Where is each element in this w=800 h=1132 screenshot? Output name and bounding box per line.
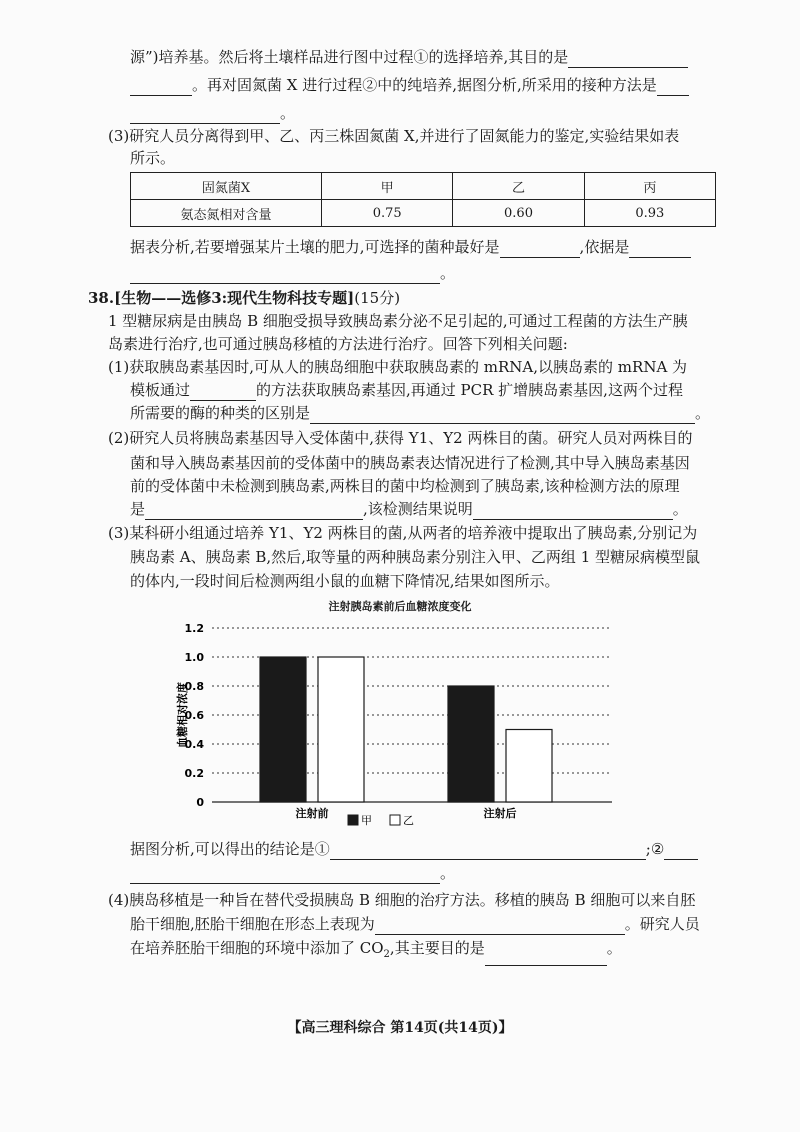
q38-part2-line4 <box>130 498 688 520</box>
q37-line1 <box>130 46 688 68</box>
q38-text: ,其主要目的是 <box>389 939 485 957</box>
q38-text: 据图分析,可以得出的结论是① <box>130 840 330 858</box>
q38-text: 是 <box>130 500 146 518</box>
table-cell: 0.60 <box>453 200 584 227</box>
bar-乙-注射前 <box>318 657 364 802</box>
question-score: (15分) <box>354 289 401 307</box>
chart-title: 注射胰岛素前后血糖浓度变化 <box>328 600 472 613</box>
table-cell: 甲 <box>322 173 453 200</box>
q38-text: ;② <box>645 840 665 858</box>
q38-part2-line2: 菌和导入胰岛素基因前的受体菌中的胰岛素表达情况进行了检测,其中导入胰岛素基因 <box>130 454 690 472</box>
q38-text: ,该检测结果说明 <box>363 500 473 518</box>
answer-blank[interactable] <box>330 843 646 860</box>
q37-line3 <box>130 102 295 124</box>
period: 。 <box>440 864 456 882</box>
q38-part1-line1: (1)获取胰岛素基因时,可从人的胰岛细胞中获取胰岛素的 mRNA,以胰岛素的 mRNA 为 <box>108 358 688 376</box>
subscript: 2 <box>383 949 390 960</box>
period: 。 <box>695 404 711 422</box>
q38-heading <box>88 287 400 309</box>
y-tick-label: 1.0 <box>184 651 204 664</box>
q37-part3-line2: 所示。 <box>130 149 176 167</box>
answer-blank[interactable] <box>568 51 688 68</box>
q38-after-chart-line1 <box>130 838 698 860</box>
answer-blank[interactable] <box>130 107 280 124</box>
answer-blank[interactable] <box>190 384 256 401</box>
q38-intro1: 1 型糖尿病是由胰岛 B 细胞受损导致胰岛素分泌不足引起的,可通过工程菌的方法生产胰 <box>108 312 688 330</box>
answer-blank[interactable] <box>500 241 580 258</box>
period: 。 <box>606 939 622 957</box>
x-tick-label: 注射后 <box>483 807 517 820</box>
answer-blank[interactable] <box>485 949 607 966</box>
nitrogen-table <box>130 172 716 227</box>
q37-part3-after2 <box>130 262 455 284</box>
legend-swatch-甲 <box>348 815 358 825</box>
y-tick-label: 0.2 <box>184 767 204 780</box>
q38-part4-line2 <box>130 913 700 935</box>
q38-part1-line2 <box>130 379 683 401</box>
legend-swatch-乙 <box>390 815 400 825</box>
q38-part3-line3: 的体内,一段时间后检测两组小鼠的血糖下降情况,结果如图所示。 <box>130 572 560 590</box>
q37-line1-text: 源”)培养基。然后将土壤样品进行图中过程①的选择培养,其目的是 <box>130 48 569 66</box>
bar-甲-注射前 <box>260 657 306 802</box>
x-tick-label: 注射前 <box>295 807 329 820</box>
answer-blank[interactable] <box>130 867 440 884</box>
table-row <box>131 200 716 227</box>
answer-blank[interactable] <box>629 241 691 258</box>
table-cell: 固氮菌X <box>131 173 322 200</box>
answer-blank[interactable] <box>130 267 440 284</box>
q38-part2-line3: 前的受体菌中未检测到胰岛素,两株目的菌中均检测到了胰岛素,该种检测方法的原理 <box>130 477 680 495</box>
bar-甲-注射后 <box>448 686 494 802</box>
bar-乙-注射后 <box>506 730 552 803</box>
answer-blank[interactable] <box>145 503 363 520</box>
y-tick-label: 1.2 <box>184 622 204 635</box>
q38-text: 胎干细胞,胚胎干细胞在形态上表现为 <box>130 915 375 933</box>
q38-text: 在培养胚胎干细胞的环境中添加了 CO <box>130 939 384 957</box>
answer-blank[interactable] <box>130 79 192 96</box>
table-header-row <box>131 173 716 200</box>
table-cell: 0.93 <box>584 200 715 227</box>
q38-part1-line3 <box>130 402 710 424</box>
q37-text: ,依据是 <box>579 238 630 256</box>
answer-blank[interactable] <box>473 503 673 520</box>
q37-part3-after1 <box>130 236 691 258</box>
q38-part4-line1: (4)胰岛移植是一种旨在替代受损胰岛 B 细胞的治疗方法。移植的胰岛 B 细胞可以来自胚 <box>108 891 696 909</box>
question-number: 38. <box>88 289 115 307</box>
q37-text: 据表分析,若要增强某片土壤的肥力,可选择的菌种最好是 <box>130 238 500 256</box>
q38-intro2: 岛素进行治疗,也可通过胰岛移植的方法进行治疗。回答下列相关问题: <box>108 335 568 353</box>
y-tick-label: 0 <box>196 796 204 809</box>
page-footer: 【高三理科综合 第14页(共14页)】 <box>287 1020 513 1036</box>
y-tick-label: 0.8 <box>184 680 204 693</box>
q38-text: 模板通过 <box>130 381 191 399</box>
y-tick-label: 0.4 <box>184 738 204 751</box>
period: 。 <box>672 500 688 518</box>
answer-blank[interactable] <box>375 918 625 935</box>
answer-blank[interactable] <box>664 843 698 860</box>
q38-part2-line1: (2)研究人员将胰岛素基因导入受体菌中,获得 Y1、Y2 两株目的菌。研究人员对两株目的 <box>108 429 693 447</box>
q38-part3-line1: (3)某科研小组通过培养 Y1、Y2 两株目的菌,从两者的培养液中提取出了胰岛素,分别记为 <box>108 524 698 542</box>
q38-part4-line3 <box>130 937 622 966</box>
q37-line2 <box>130 74 689 96</box>
period: 。 <box>280 104 296 122</box>
y-tick-label: 0.6 <box>184 709 204 722</box>
legend-label: 乙 <box>403 814 414 827</box>
question-heading: [生物——选修3:现代生物科技专题] <box>114 289 355 307</box>
table-cell: 乙 <box>453 173 584 200</box>
table-cell: 丙 <box>584 173 715 200</box>
q38-text: 所需要的酶的种类的区别是 <box>130 404 311 422</box>
answer-blank[interactable] <box>310 407 695 424</box>
q38-text: 。研究人员 <box>624 915 700 933</box>
blood-glucose-chart <box>0 612 800 852</box>
q37-part3-line1: (3)研究人员分离得到甲、乙、丙三株固氮菌 X,并进行了固氮能力的鉴定,实验结果如表 <box>108 127 680 145</box>
q38-part3-line2: 胰岛素 A、胰岛素 B,然后,取等量的两种胰岛素分别注入甲、乙两组 1 型糖尿病模型鼠 <box>130 548 701 566</box>
q38-text: 的方法获取胰岛素基因,再通过 PCR 扩增胰岛素基因,这两个过程 <box>256 381 683 399</box>
period: 。 <box>440 264 456 282</box>
q37-line2-text: 。再对固氮菌 X 进行过程②中的纯培养,据图分析,所采用的接种方法是 <box>192 76 657 94</box>
y-axis-label: 血糖相对浓度 <box>176 682 189 748</box>
legend-label: 甲 <box>361 814 372 827</box>
q38-after-chart-line2 <box>130 862 455 884</box>
answer-blank[interactable] <box>657 79 689 96</box>
table-cell: 0.75 <box>322 200 453 227</box>
table-cell: 氨态氮相对含量 <box>131 200 322 227</box>
